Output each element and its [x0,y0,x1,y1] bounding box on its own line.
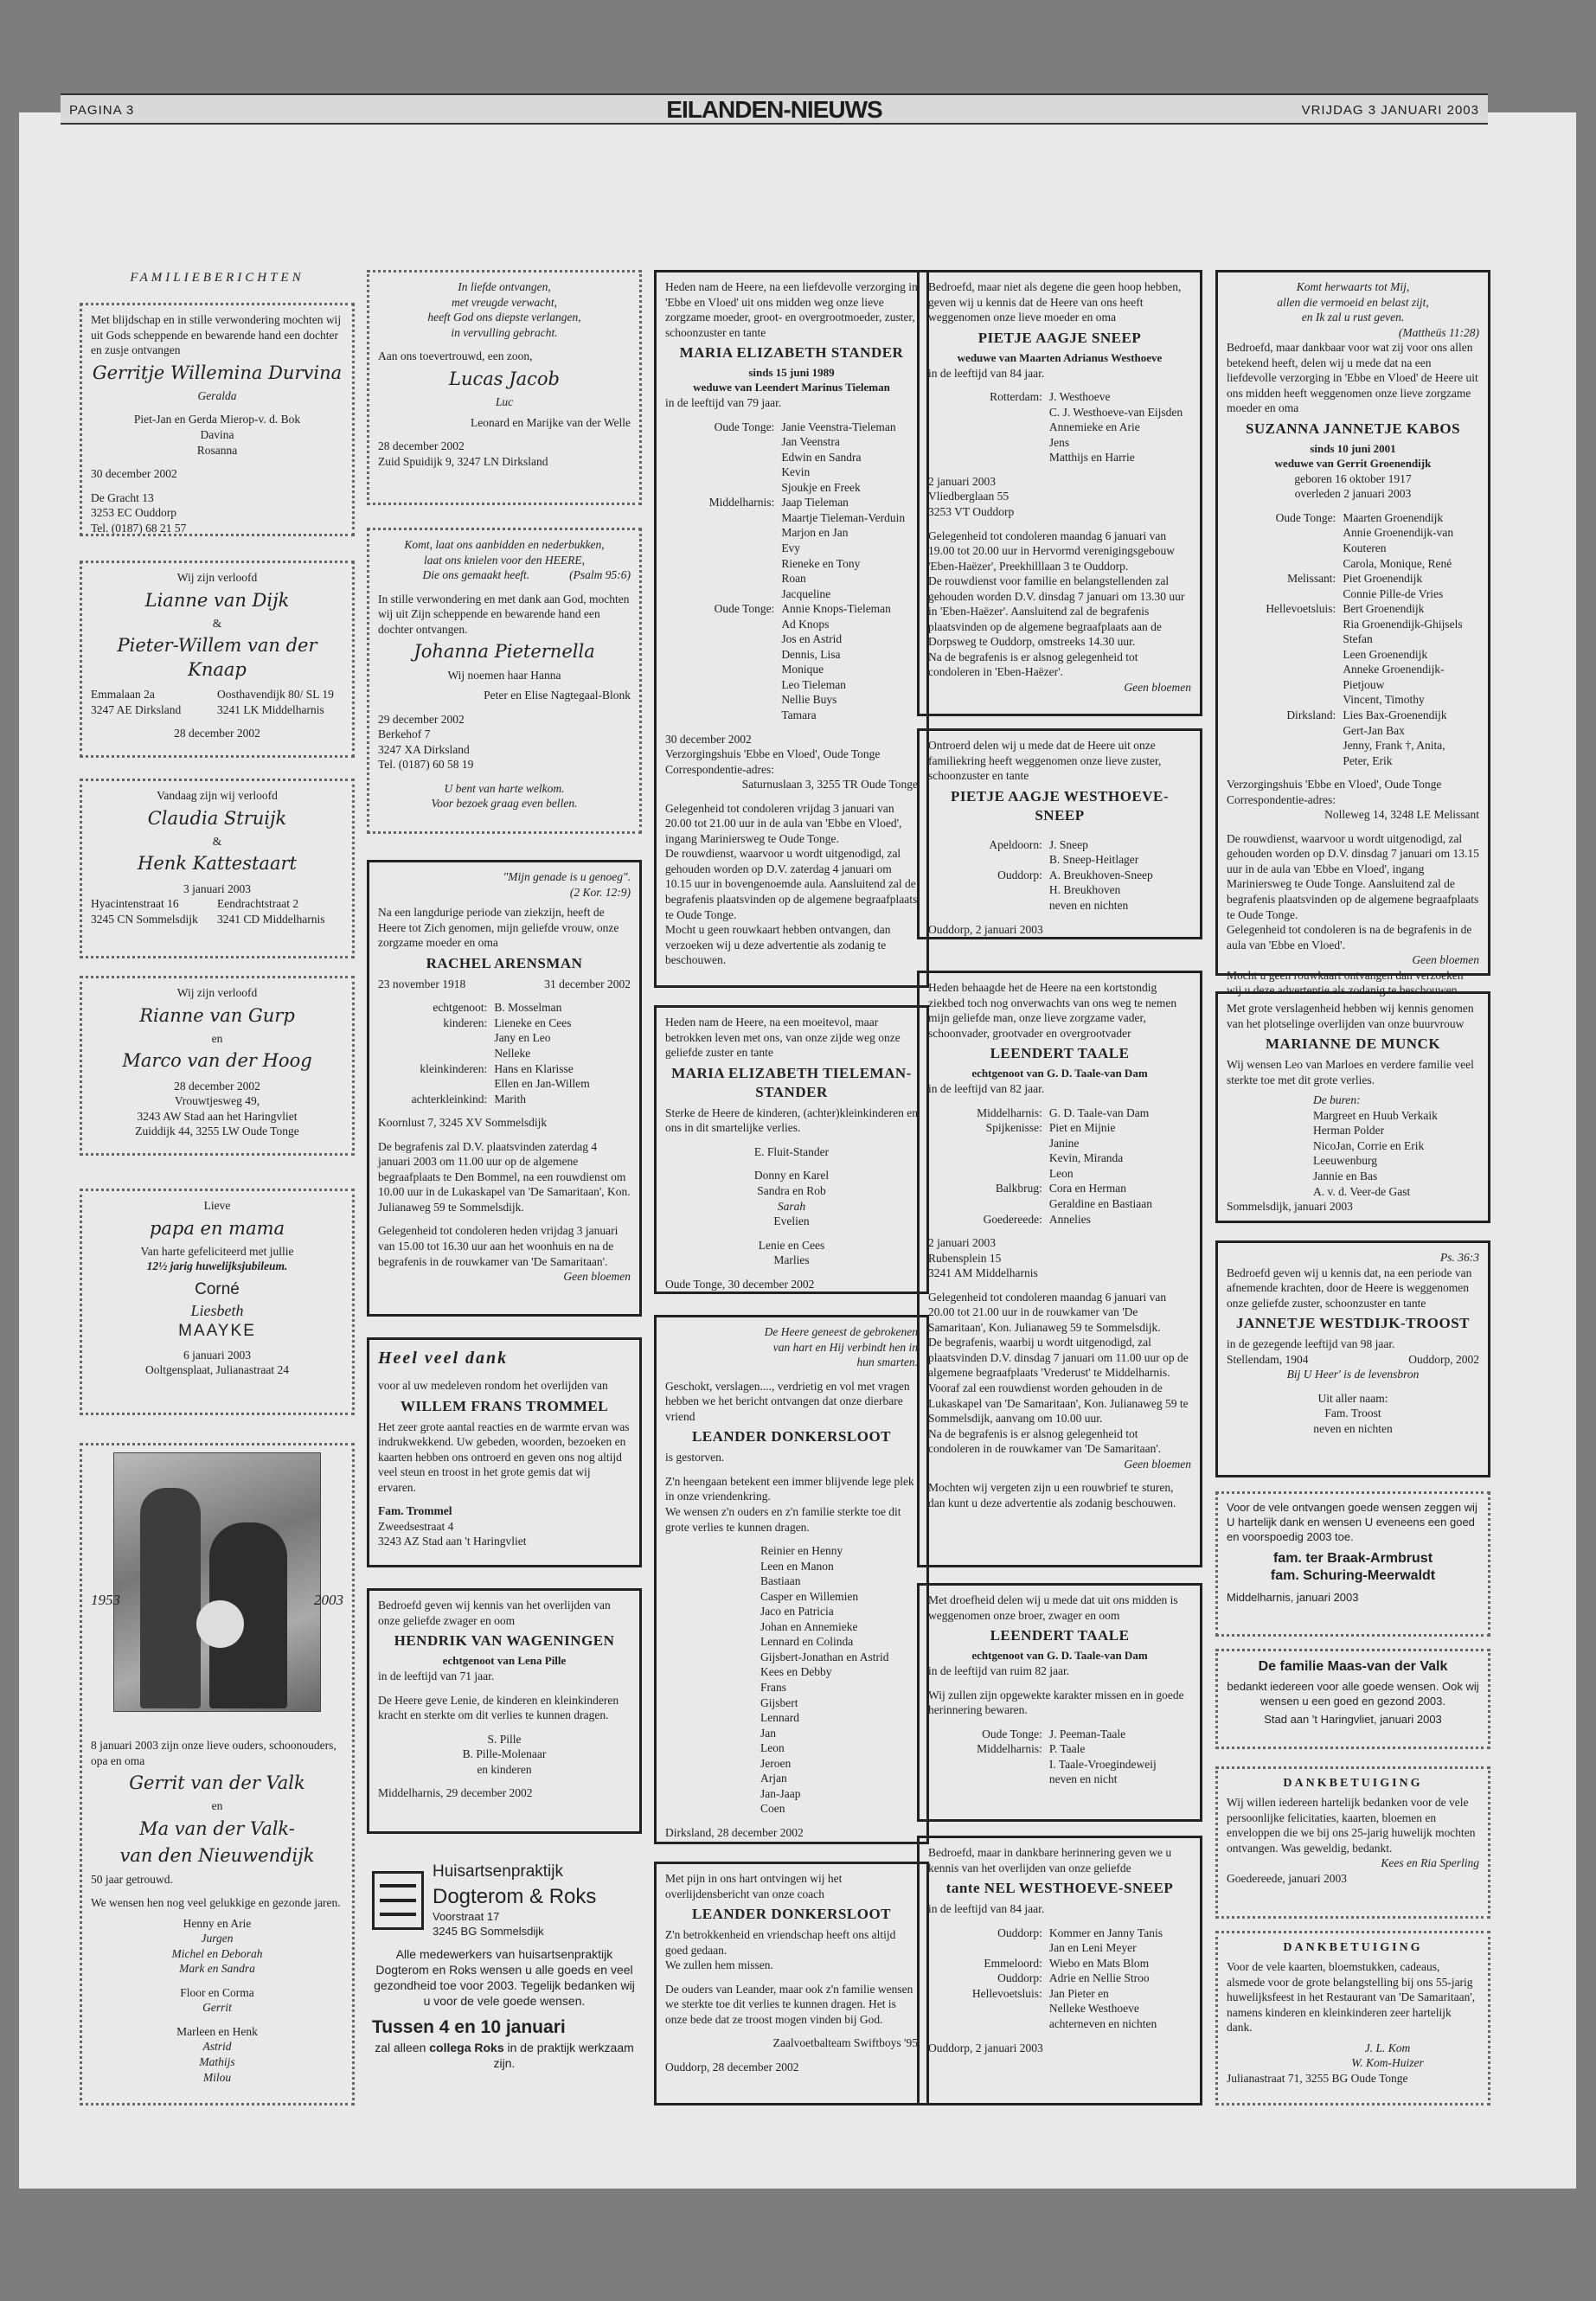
list-item: Gijsbert-Jonathan en Astrid [760,1650,889,1663]
obituary-leendert-taale-broer: Met droefheid delen wij u mede dat uit ons midden is weggenomen onze broer, zwager en oom LEENDERT TAALE echtgenoot van G. D. Taale-van Dam in de leeftijd van ruim 82 jaar. Wij zullen zijn opgewekte karakter missen en in goede herinnering bewaren. Oude Tonge: J. Peeman-Taale Middelharnis: P. Taale I. Taale-Vroegindeweij neven en nicht [917,1583,1202,1822]
family-row: Balkbrug: Cora en Herman [995,1182,1127,1195]
family-row: C. J. Westhoeve-van Eijsden [1048,405,1183,419]
family-row: Hellevoetsluis: Jan Pieter en [971,1986,1109,2000]
family-row: Jos en Astrid [781,632,843,646]
family-row: Emmeloord: Wiebo en Mats Blom [984,1956,1150,1970]
obituary-pietje-aagje-sneep: Bedroefd, maar niet als degene die geen hoop hebben, geven wij u kennis dat de Heere van ons heeft weggenomen onze lieve moeder en oma PIETJE AAGJE SNEEP weduwe van Maarten Adrianus Westhoeve in de leeftijd van 84 jaar. Rotterdam: J. Westhoeve C. J. Westhoeve-van Eijsden Annemieke en Arie Jens Matthijs en Harrie 2 januari 2003 Vliedberglaan 55 3253 VT Ouddorp Gelegenheid tot condoleren maandag 6 januari van 19.00 tot 20.00 uur in Hervormd verenigingsgebouw 'Eben-Haëzer', Preekhilllaan 3 te Ouddorp. De rouwdienst voor familie en belangstellenden zal gehouden worden D.V. dinsdag 7 januari om 13.30 uur in 'Eben-Haëzer'. Aansluitend zal de begrafenis plaatsvinden op de algemene begraafplaats aan de Dorpsweg te Ouddorp, omstreeks 14.30 uur. Na de begrafenis is er alsnog gelegenheid tot condoleren in 'Eben-Haëzer'. Geen bloemen [917,270,1202,716]
list-item: Coen [760,1802,785,1816]
list-item: Jan [760,1726,776,1740]
section-title: FAMILIEBERICHTEN [130,271,304,285]
page-header [61,93,1488,125]
family-row: Janine [1048,1136,1080,1150]
list-item: Casper en Willemien [760,1589,859,1603]
family-row: I. Taale-Vroegindeweij [1048,1757,1157,1771]
family-row: Oude Tonge: Janie Veenstra-Tieleman [714,420,896,433]
family-row: H. Breukhoven [1048,883,1121,897]
family-row: Stefan [1343,632,1373,646]
family-row: Melissant: Piet Groenendijk [1287,572,1423,586]
family-row: Connie Pille-de Vries [1343,586,1444,600]
family-row: Ouddorp: Adrie en Nellie Stroo [997,1971,1150,1985]
list-item: Reinier en Henny [760,1544,843,1558]
family-row: Ad Knops [781,617,830,631]
family-row: Ouddorp: A. Breukhoven-Sneep [997,868,1153,881]
list-item: Lennard [760,1711,799,1725]
family-row: Monique [781,663,824,676]
family-row: Ouddorp: Kommer en Janny Tanis [997,1926,1163,1939]
birth-announcement-luc: In liefde ontvangen, met vreugde verwacht, heeft God ons diepste verlangen, in vervulling gebracht. Aan ons toevertrouwd, een zoon, Lucas Jacob Luc Leonard en Marijke van der Welle 28 december 2002 Zuid Spuidijk 9, 3247 LN Dirksland [367,270,642,505]
obituary-marianne-de-munck: Met grote verslagenheid hebben wij kennis genomen van het plotselinge overlijden van onze buurvrouw MARIANNE DE MUNCK Wij wensen Leo van Marloes en verdere familie veel sterkte toe met dit grote verlies. De buren: Margreet en Huub Verkaik Herman Polder NicoJan, Corrie en Erik Leeuwenburg Jannie en Bas A. v. d. Veer-de Gast Sommelsdijk, januari 2003 [1215,991,1490,1223]
obituary-leander-coach: Met pijn in ons hart ontvingen wij het overlijdensbericht van onze coach LEANDER DONKERSLOOT Z'n betrokkenheid en vriendschap heeft ons altijd goed gedaan. We zullen hem missen. De ouders van Leander, maar ook z'n familie wensen we sterkte toe dit verlies te kunnen dragen. Het is onze bede dat ze troost mogen vinden bij God. Zaalvoetbalteam Swiftboys '95 Ouddorp, 28 december 2002 [654,1862,929,2106]
obituary-rachel-arensman: "Mijn genade is u genoeg". (2 Kor. 12:9) Na een langdurige periode van ziekzijn, heeft de Heere tot Zich genomen, mijn geliefde vrouw, onze zorgzame moeder en oma RACHEL ARENSMAN 23 november 1918 31 december 2002 echtgenoot: B. Mosselman kinderen: Lieneke en Cees Jany en Leo Nelleke kleinkinderen: Hans en Klarisse Ellen en Jan-Willem achterkleinkind: Marith Koornlust 7, 3245 XV Sommelsdijk De begrafenis zal D.V. plaatsvinden zaterdag 4 januari 2003 om 11.00 uur op de algemene begraafplaats te Den Bommel, na een rouwdienst om 10.00 uur in de Lukaskapel van 'De Samaritaan', Kon. Julianaweg 59 te Sommelsdijk. Gelegenheid tot condoleren heden vrijdag 3 januari van 15.00 tot 16.30 uur aan het woonhuis en na de begrafenis in de rouwkamer van 'De Samaritaan'. Geen bloemen [367,860,642,1317]
obituary-maria-elizabeth-stander: Heden nam de Heere, na een liefdevolle verzorging in 'Ebbe en Vloed' uit ons midden weg onze lieve zorgzame moeder, groot- en overgrootmoeder, zuster, schoonzuster en tante MARIA ELIZABETH STANDER sinds 15 juni 1989 weduwe van Leendert Marinus Tieleman in de leeftijd van 79 jaar. Oude Tonge: Janie Veenstra-Tieleman Jan Veenstra Edwin en Sandra Kevin Sjoukje en Freek Middelharnis: Jaap Tieleman Maartje Tieleman-Verduin Marjon en Jan Evy Rieneke en Tony Roan Jacqueline Oude Tonge: Annie Knops-Tieleman Ad Knops Jos en Astrid Dennis, Lisa Monique Leo Tieleman Nellie Buys Tamara 30 december 2002 Verzorgingshuis 'Ebbe en Vloed', Oude Tonge Correspondentie-adres: Saturnuslaan 3, 3255 TR Oude Tonge Gelegenheid tot condoleren vrijdag 3 januari van 20.00 tot 21.00 uur in de aula van 'Ebbe en Vloed', ingang Mariniersweg te Oude Tonge. De rouwdienst, waarvoor u wordt uitgenodigd, zal gehouden worden op D.V. zaterdag 4 januari om 10.15 uur in bovengenoemde aula. Aansluitend zal de begrafenis plaatsvinden op de algemene begraafplaats te Oude Tonge. Mocht u geen rouwkaart hebben ontvangen, dan verzoeken wij u deze advertentie als zodanig te beschouwen. [654,270,929,988]
family-row: Kevin, Miranda [1048,1151,1124,1165]
family-row: Ria Groenendijk-Ghijsels [1343,617,1463,631]
thanks-trommel: Heel veel dank voor al uw medeleven rondom het overlijden van WILLEM FRANS TROMMEL Het zeer grote aantal reacties en de warmte ervan was indrukwekkend. Uw gebeden, woorden, bezoeken en kaarten hebben ons ontroerd en geven ons nog altijd veel steun en troost in het grote gemis dat wij ervaren. Fam. Trommel Zweedsestraat 4 3243 AZ Stad aan 't Haringvliet [367,1337,642,1567]
list-item: Kees en Debby [760,1665,832,1679]
dankbetuiging-sperling: DANKBETUIGING Wij willen iedereen hartelijk bedanken voor de vele persoonlijke felicitaties, kaarten, bloemen en enveloppen die we bij ons 25-jarig huwelijk mochten ontvangen. Was geweldig, bedankt. Kees en Ria Sperling Goedereede, januari 2003 [1215,1766,1490,1919]
family-row: Jacqueline [781,586,831,600]
ad-huisartsenpraktijk: Huisartsenpraktijk Dogterom & Roks Voorstraat 17 3245 BG Sommelsdijk Alle medewerkers van huisartsenpraktijk Dogterom en Roks wensen u alle goeds en veel gezondheid toe voor 2003. Tegelijk bedanken wij u voor de vele goede wensen. Tussen 4 en 10 januari zal alleen collega Roks in de praktijk werkzaam zijn. [372,1862,635,2070]
obituary-maria-tieleman-stander: Heden nam de Heere, na een moeitevol, maar betrokken leven met ons, van onze zijde weg onze geliefde zuster en tante MARIA ELIZABETH TIELEMAN-STANDER Sterke de Heere de kinderen, (achter)kleinkinderen en ons in dit smartelijke verlies. E. Fluit-Stander Donny en Karel Sandra en Rob Sarah Evelien Lenie en Cees Marlies Oude Tonge, 30 december 2002 [654,1005,929,1294]
family-row: Annie Groenendijk-van Kouteren [1343,526,1454,554]
family-row: Jens [1048,435,1070,449]
obituary-leendert-taale: Heden behaagde het de Heere na een kortstondig ziekbed toch nog onverwachts van ons weg te nemen mijn geliefde man, onze lieve zorgzame vader, schoonvader, grootvader en overgrootvader LEENDERT TAALE echtgenoot van G. D. Taale-van Dam in de leeftijd van 82 jaar. Middelharnis: G. D. Taale-van Dam Spijkenisse: Piet en Mijnie Janine Kevin, Miranda Leon Balkbrug: Cora en Herman Geraldine en Bastiaan Goedereede: Annelies 2 januari 2003 Rubensplein 15 3241 AM Middelharnis Gelegenheid tot condoleren maandag 6 januari van 20.00 tot 21.00 uur in de rouwkamer van 'De Samaritaan', Kon. Julianaweg 59 te Sommelsdijk. De begrafenis, waarbij u wordt uitgenodigd, zal plaatsvinden D.V. dinsdag 7 januari om 11.00 uur op de algemene begraafplaats 'Vrederust' te Middelharnis. Vooraf zal een rouwdienst worden gehouden in de Lukaskapel van 'De Samaritaan', Kon. Julianaweg 59 te Sommelsdijk, aanvang om 10.00 uur. Na de begrafenis is er alsnog gelegenheid tot condoleren in de rouwkamer van 'De Samaritaan'. Geen bloemen Mochten wij vergeten zijn u een rouwbrief te sturen, dan kunt u deze advertentie als zodanig beschouwen. [917,971,1202,1567]
list-item: Bastiaan [760,1574,801,1588]
birth-announcement-hanna: Komt, laat ons aanbidden en nederbukken, laat ons knielen voor den HEERE, Die ons gemaakt heeft. (Psalm 95:6) In stille verwondering en met dank aan God, mochten wij uit Zijn scheppende en bewarende hand een dochter ontvangen. Johanna Pieternella Wij noemen haar Hanna Peter en Elise Nagtegaal-Blonk 29 december 2002 Berkehof 7 3247 XA Dirksland Tel. (0187) 60 58 19 U bent van harte welkom. Voor bezoek graag even bellen. [367,528,642,834]
anniversary-papa-mama: Lieve papa en mama Van harte gefeliciteerd met jullie 12½ jarig huwelijksjubileum. Corné Liesbeth MAAYKE 6 januari 2003 Ooltgensplaat, Julianastraat 24 [80,1189,355,1415]
family-row: Matthijs en Harrie [1048,451,1135,465]
issue-date: VRIJDAG 3 JANUARI 2003 [1301,103,1479,118]
family-row: Rieneke en Tony [781,556,861,570]
family-row: Oude Tonge: Maarten Groenendijk [1275,510,1444,524]
family-row: Leen Groenendijk [1343,647,1428,661]
family-row: Peter, Erik [1343,753,1393,767]
obituary-jannetje-westdijk-troost: Ps. 36:3 Bedroefd geven wij u kennis dat, na een periode van afnemende krachten, door de Heere is weggenomen onze geliefde zuster, schoonzuster en tante JANNETJE WESTDIJK-TROOST in de gezegende leeftijd van 98 jaar. Stellendam, 1904 Ouddorp, 2002 Bij U Heer' is de levensbron Uit aller naam: Fam. Troost neven en nichten [1215,1240,1490,1477]
family-row: Dennis, Lisa [781,647,841,661]
engagement-lianne-pieter: Wij zijn verloofd Lianne van Dijk & Pieter-Willem van der Knaap Emmalaan 2a Oosthavendijk 80/ SL 19 3247 AE Dirksland 3241 LK Middelharnis 28 december 2002 [80,561,355,758]
obituary-pietje-westhoeve-sneep: Ontroerd delen wij u mede dat de Heere uit onze familiekring heeft weggenomen onze lieve zuster, schoonzuster en tante PIETJE AAGJE WESTHOEVE-SNEEP Apeldoorn: J. Sneep B. Sneep-Heitlager Ouddorp: A. Breukhoven-Sneep H. Breukhoven neven en nichten Ouddorp, 2 januari 2003 [917,728,1202,939]
list-item: Johan en Annemieke [760,1619,858,1633]
family-row: Leo Tieleman [781,677,846,691]
family-row: B. Sneep-Heitlager [1048,853,1139,867]
year-1953: 1953 [91,1592,120,1608]
family-row: neven en nichten [1048,899,1129,913]
family-row: Rotterdam: J. Westhoeve [990,390,1111,404]
family-row: Sjoukje en Freek [781,480,861,494]
anniversary-van-der-valk: 1953 2003 8 januari 2003 zijn onze lieve ouders, schoonouders, opa en oma Gerrit van der Valk en Ma van der Valk- van den Nieuwendijk 50 jaar getrouwd. We wensen hen nog veel gelukkige en gezonde jaren. Henny en Arie Jurgen Michel en Deborah Mark en Sandra Floor en Corma Gerrit Marleen en Henk Astrid Mathijs Milou [80,1443,355,2106]
family-row: Leon [1048,1166,1074,1180]
family-row: Anneke Groenendijk-Pietjouw [1343,663,1445,691]
list-item: Gijsbert [760,1695,798,1709]
family-row: Jan Veenstra [781,435,840,449]
family-row: Kevin [781,465,811,479]
family-row: Carola, Monique, René [1343,556,1452,570]
family-row: Middelharnis: Jaap Tieleman [708,496,849,510]
family-row: Annemieke en Arie [1048,420,1140,434]
family-row: Edwin en Sandra [781,450,862,464]
family-row: Evy [781,541,801,554]
family-row: Dirksland: Lies Bax-Groenendijk [1286,708,1447,721]
list-item: Leon [760,1741,785,1755]
family-row: Nellie Buys [781,693,837,707]
list-item: Lennard en Colinda [760,1635,854,1649]
engagement-rianne-marco: Wij zijn verloofd Rianne van Gurp en Marco van der Hoog 28 december 2002 Vrouwtjesweg 49, 3243 AW Stad aan het Haringvliet Zuiddijk 44, 3255 LW Oude Tonge [80,976,355,1156]
family-row: Vincent, Timothy [1343,693,1425,707]
family-row: Nelleke Westhoeve [1048,2002,1139,2016]
family-row: achterneven en nichten [1048,2017,1157,2031]
page-number: PAGINA 3 [69,103,135,118]
birth-announcement-geralda: Met blijdschap en in stille verwondering mochten wij uit Gods scheppende en bewarende hand een dochter en zusje ontvangen Gerritje Willemina Durvina Geralda Piet-Jan en Gerda Mierop-v. d. Bok Davina Rosanna 30 december 2002 De Gracht 13 3253 EC Ouddorp Tel. (0187) 68 21 57 [80,303,355,536]
family-row: Middelharnis: G. D. Taale-van Dam [977,1106,1150,1119]
couple-photo [113,1452,321,1712]
family-row: Oude Tonge: Annie Knops-Tieleman [714,602,891,616]
family-row: Oude Tonge: J. Peeman-Taale [982,1727,1126,1740]
list-item: Leen en Manon [760,1559,834,1573]
family-row: Marjon en Jan [781,526,849,540]
obituary-leander-donkersloot: De Heere geneest de gebrokenen van hart en Hij verbindt hen in hun smarten. Geschokt, verslagen...., verdrietig en vol met vragen hebben we het bericht ontvangen dat onze dierbare vriend LEANDER DONKERSLOOT is gestorven. Z'n heengaan betekent een immer blijvende lege plek in onze vriendenkring. We wensen z'n ouders en z'n familie sterkte toe dit grote verlies te kunnen dragen. Reinier en Henny Leen en Manon Bastiaan Casper en Willemien Jaco en Patricia Johan en Annemieke Lennard en Colinda Gijsbert-Jonathan en Astrid Kees en Debby Frans Gijsbert Lennard Jan Leon Jeroen Arjan Jan-Jaap Coen Dirksland, 28 december 2002 [654,1315,929,1844]
masthead: EILANDEN-NIEUWS [666,96,882,123]
obituary-nel-westhoeve-sneep: Bedroefd, maar in dankbare herinnering geven we u kennis van het overlijden van onze geliefde tante NEL WESTHOEVE-SNEEP in de leeftijd van 84 jaar. Ouddorp: Kommer en Janny Tanis Jan en Leni Meyer Emmeloord: Wiebo en Mats Blom Ouddorp: Adrie en Nellie Stroo Hellevoetsluis: Jan Pieter en Nelleke Westhoeve achterneven en nichten Ouddorp, 2 januari 2003 [917,1836,1202,2106]
list-item: Jaco en Patricia [760,1605,834,1618]
practice-logo-icon [372,1871,424,1930]
family-row: Gert-Jan Bax [1343,723,1405,737]
family-row: Tamara [781,708,817,721]
family-row: neven en nicht [1048,1772,1118,1786]
engagement-claudia-henk: Vandaag zijn wij verloofd Claudia Struijk & Henk Kattestaart 3 januari 2003 Hyacintenstraat 16 Eendrachtstraat 2 3245 CN Sommelsdijk 3241 CD Middelharnis [80,779,355,958]
thanks-ter-braak-schuring: Voor de vele ontvangen goede wensen zeggen wij U hartelijk dank en wensen U eveneens een goed en voorspoedig 2003 toe. fam. ter Braak-Armbrust fam. Schuring-Meerwaldt Middelharnis, januari 2003 [1215,1491,1490,1637]
list-item: Frans [760,1681,786,1695]
obituary-suzanna-kabos: Komt herwaarts tot Mij, allen die vermoeid en belast zijt, en Ik zal u rust geven. (Mattheüs 11:28) Bedroefd, maar dankbaar voor wat zij voor ons allen betekend heeft, delen wij u mede dat na een liefdevolle verzorging in 'Ebbe en Vloed' de Heere uit ons midden heeft weggenomen onze lieve zorgzame moeder en oma SUZANNA JANNETJE KABOS sinds 10 juni 2001 weduwe van Gerrit Groenendijk geboren 16 oktober 1917 overleden 2 januari 2003 Oude Tonge: Maarten Groenendijk Annie Groenendijk-van Kouteren Carola, Monique, René Melissant: Piet Groenendijk Connie Pille-de Vries Hellevoetsluis: Bert Groenendijk Ria Groenendijk-Ghijsels Stefan Leen Groenendijk Anneke Groenendijk-Pietjouw Vincent, Timothy Dirksland: Lies Bax-Groenendijk Gert-Jan Bax Jenny, Frank †, Anita, Peter, Erik Verzorgingshuis 'Ebbe en Vloed', Oude Tonge Correspondentie-adres: Nolleweg 14, 3248 LE Melissant De rouwdienst, waarvoor u wordt uitgenodigd, zal gehouden worden op D.V. dinsdag 7 januari om 13.15 uur in de aula van 'Ebbe en Vloed', ingang Mariniersweg te Oude Tonge. Aansluitend zal de begrafenis plaatsvinden op de algemene begraafplaats te Oude Tonge. Gelegenheid tot condoleren is na de begrafenis in de aula van 'Ebbe en Vloed'. Geen bloemen Mocht u geen rouwkaart ontvangen dan verzoeken wij u deze advertentie als zodanig te beschouwen. [1215,270,1490,976]
family-row: Jan en Leni Meyer [1048,1941,1137,1955]
family-row: Goedereede: Annelies [983,1212,1091,1226]
year-2003: 2003 [314,1592,343,1608]
family-row: Geraldine en Bastiaan [1048,1197,1153,1210]
family-row: Hellevoetsluis: Bert Groenendijk [1266,602,1425,616]
thanks-maas-van-der-valk: De familie Maas-van der Valk bedankt iedereen voor alle goede wensen. Ook wij wensen u een goed en gezond 2003. Stad aan 't Haringvliet, januari 2003 [1215,1649,1490,1749]
family-row: Jenny, Frank †, Anita, [1343,739,1445,753]
family-row: Apeldoorn: J. Sneep [989,837,1088,851]
list-item: Arjan [760,1772,787,1785]
list-item: Jan-Jaap [760,1786,801,1800]
family-row: Roan [781,572,806,586]
family-row: Maartje Tieleman-Verduin [781,510,906,524]
family-row: Spijkenisse: Piet en Mijnie [985,1121,1116,1135]
family-row: Middelharnis: P. Taale [977,1742,1086,1756]
list-item: Jeroen [760,1756,792,1770]
obituary-hendrik-van-wageningen: Bedroefd geven wij kennis van het overlijden van onze geliefde zwager en oom HENDRIK VAN WAGENINGEN echtgenoot van Lena Pille in de leeftijd van 71 jaar. De Heere geve Lenie, de kinderen en kleinkinderen kracht en sterkte om dit verlies te kunnen dragen. S. Pille B. Pille-Molenaar en kinderen Middelharnis, 29 december 2002 [367,1588,642,1834]
dankbetuiging-kom: DANKBETUIGING Voor de vele kaarten, bloemstukken, cadeaus, alsmede voor de grote belangstelling bij ons 55-jarig huwelijksfeest in het Restaurant van 'De Samaritaan', namens kinderen en kleinkinderen zeer hartelijk dank. J. L. Kom W. Kom-Huizer Julianastraat 71, 3255 BG Oude Tonge [1215,1931,1490,2106]
